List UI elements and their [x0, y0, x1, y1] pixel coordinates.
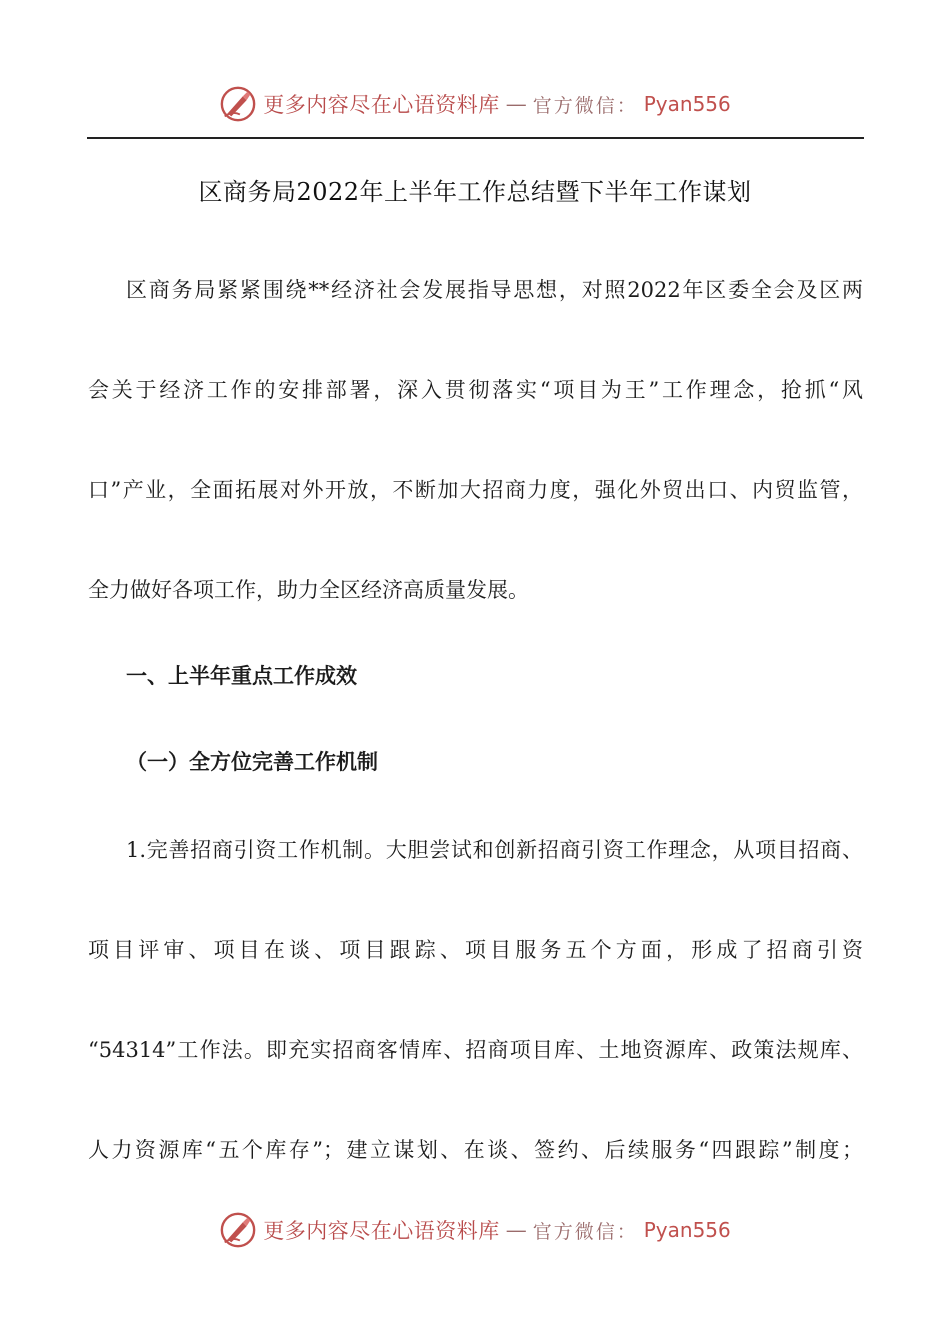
intro-line-3: 口”产业，全面拓展对外开放，不断加大招商力度，强化外贸出口、内贸监管， [88, 478, 863, 502]
watermark-site: 更多内容尽在心语资料库 [263, 1219, 500, 1243]
watermark-handle: Pyan556 [643, 92, 731, 116]
watermark-separator: — [505, 92, 527, 116]
header-rule [87, 137, 864, 139]
pen-logo-icon [219, 85, 257, 123]
subsection-heading: （一）全方位完善工作机制 [126, 750, 378, 774]
item1-line-3: “54314”工作法。即充实招商客情库、招商项目库、土地资源库、政策法规库、 [88, 1038, 863, 1062]
pen-logo-icon [219, 1211, 257, 1249]
watermark-label: 官方微信： [532, 94, 638, 117]
intro-line-2: 会关于经济工作的安排部署，深入贯彻落实“项目为王”工作理念，抢抓“风 [88, 378, 863, 402]
item1-line-1: 1.完善招商引资工作机制。大胆尝试和创新招商引资工作理念，从项目招商、 [126, 838, 863, 862]
watermark-label: 官方微信： [532, 1220, 638, 1243]
item1-line-2: 项目评审、项目在谈、项目跟踪、项目服务五个方面，形成了招商引资 [88, 938, 863, 962]
footer-watermark [0, 1208, 950, 1252]
watermark-separator: — [505, 1218, 527, 1242]
intro-line-1: 区商务局紧紧围绕**经济社会发展指导思想，对照2022年区委全会及区两 [126, 278, 863, 302]
watermark-handle: Pyan556 [643, 1218, 731, 1242]
intro-line-4: 全力做好各项工作，助力全区经济高质量发展。 [88, 578, 529, 602]
item1-line-4: 人力资源库“五个库存”；建立谋划、在谈、签约、后续服务“四跟踪”制度； [88, 1138, 863, 1162]
document-title: 区商务局2022年上半年工作总结暨下半年工作谋划 [198, 178, 752, 206]
header-watermark [0, 82, 950, 126]
section-heading: 一、上半年重点工作成效 [126, 664, 357, 688]
watermark-site: 更多内容尽在心语资料库 [263, 93, 500, 117]
